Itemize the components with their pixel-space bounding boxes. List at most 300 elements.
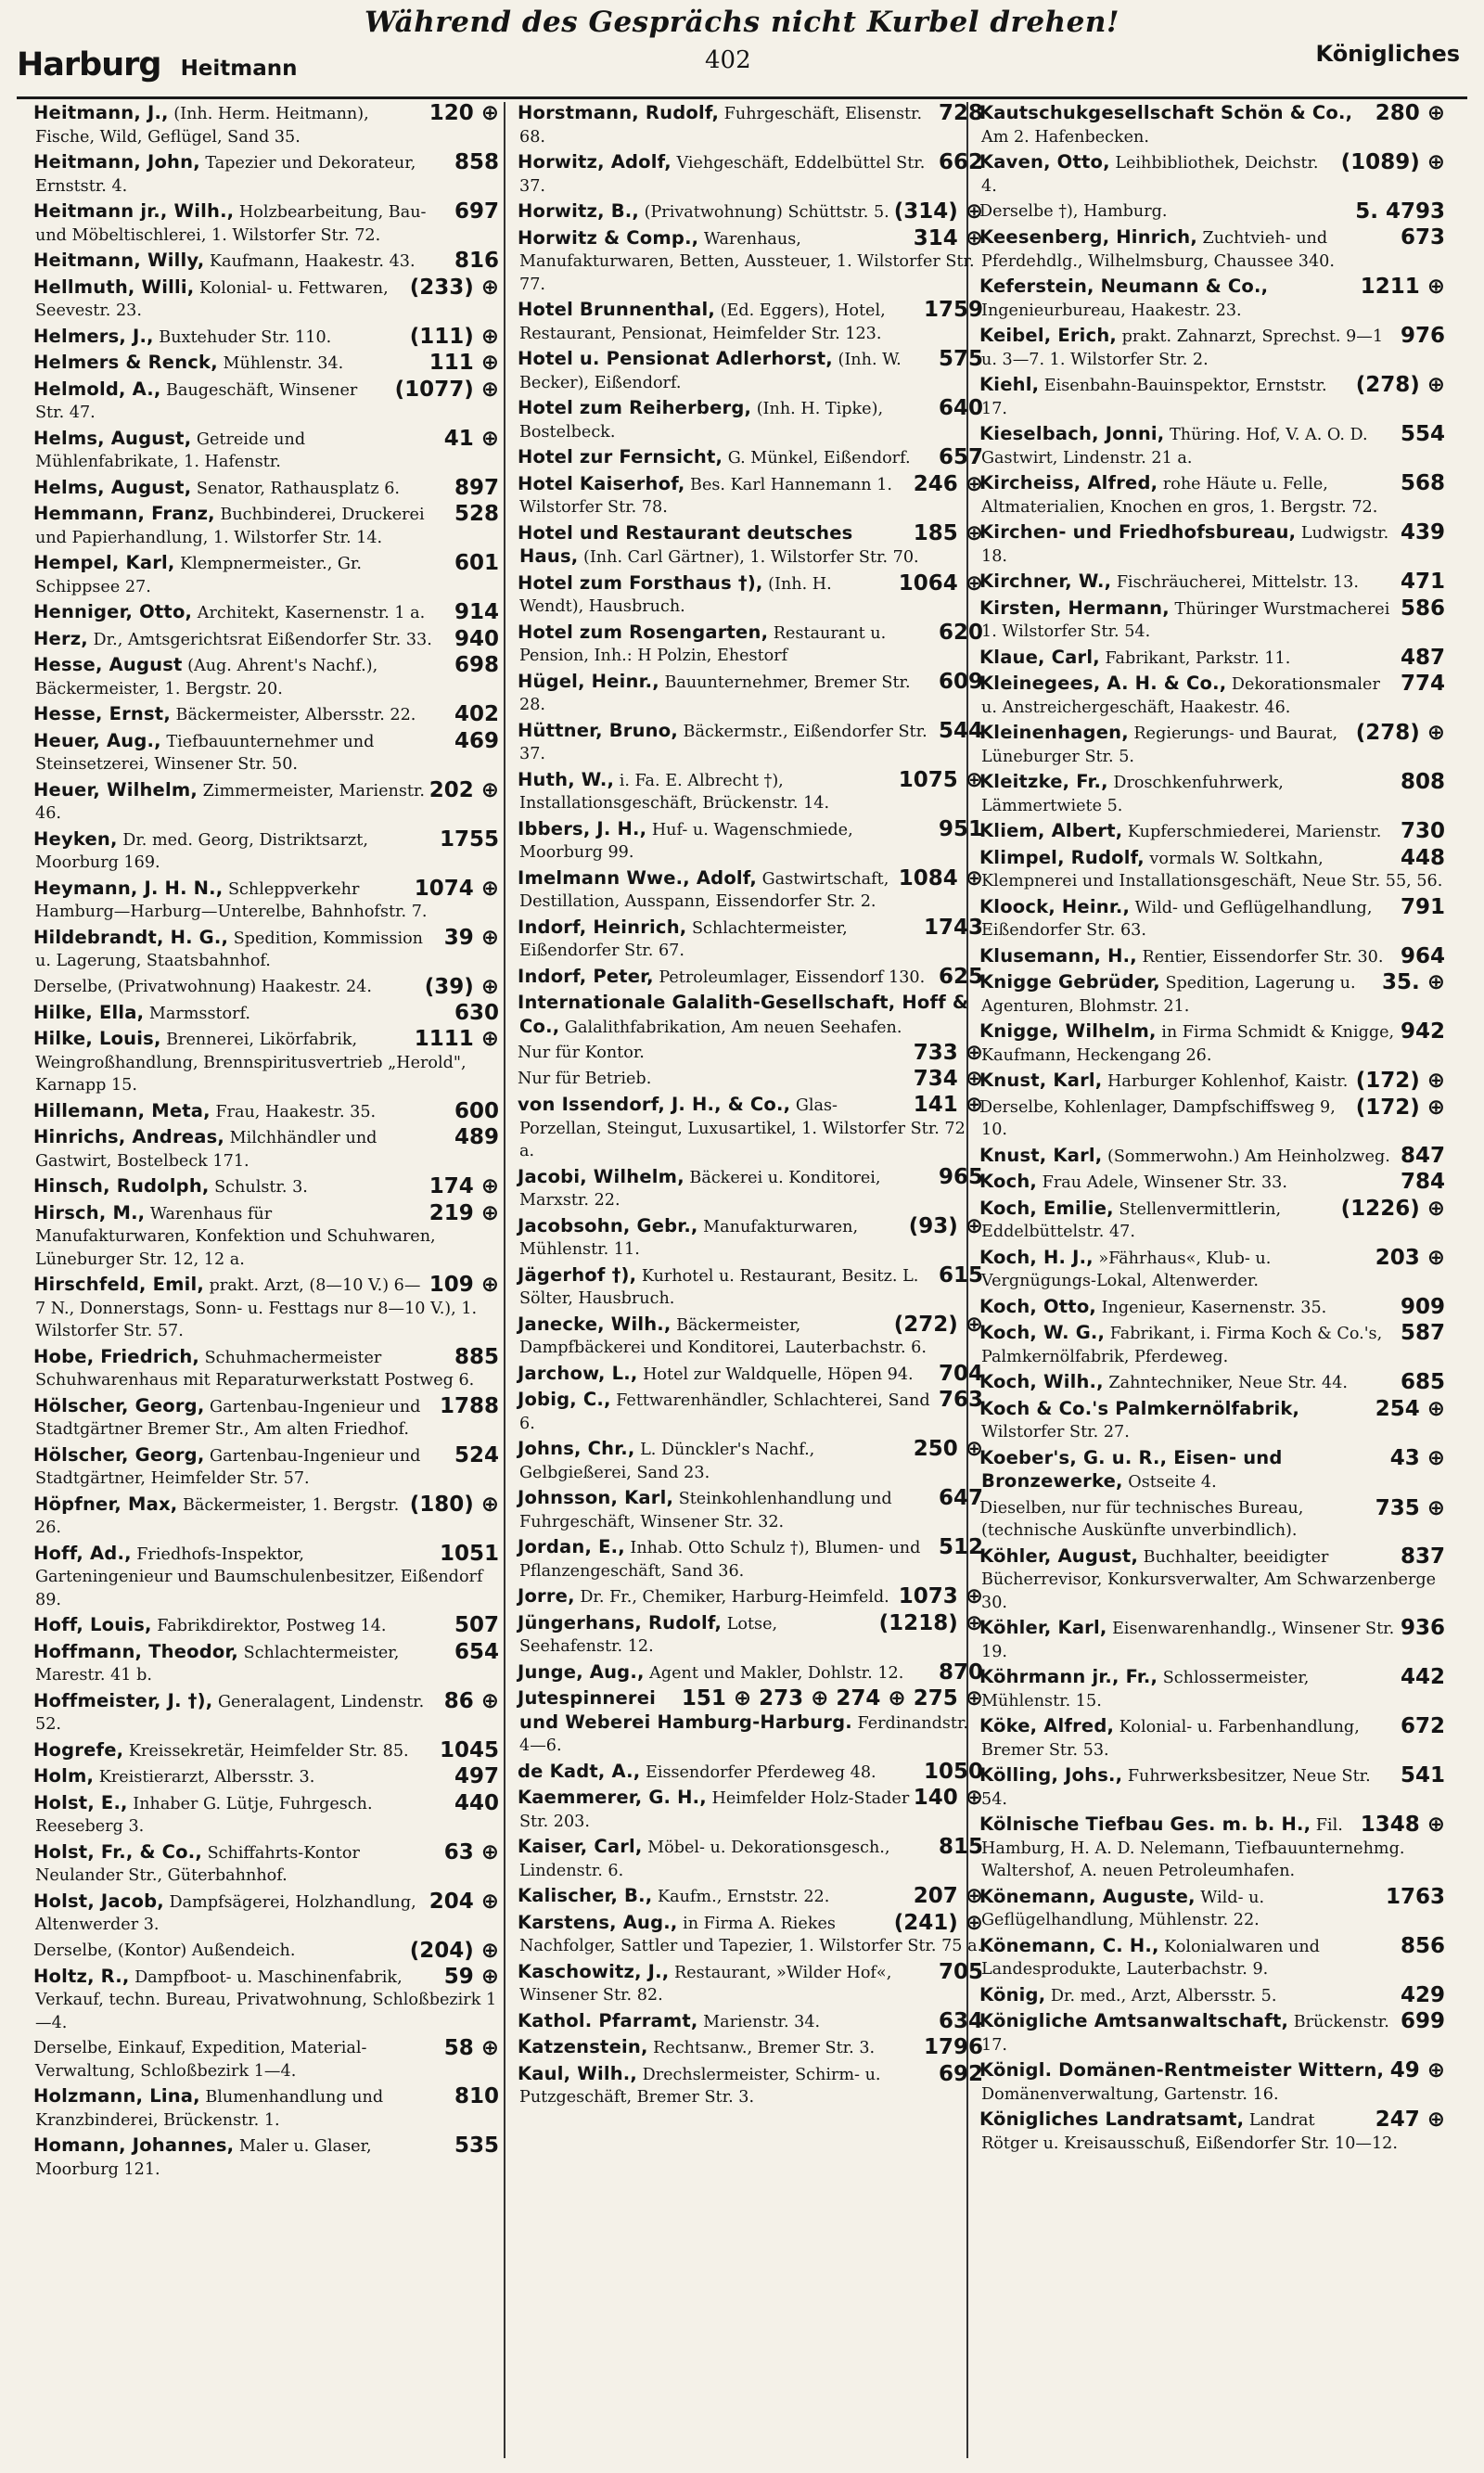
directory-entry — [35, 2037, 499, 2082]
entry-details: Kolonialwaren und Landesprodukte, Lauterbachstr. 9. — [981, 1937, 1320, 1979]
entry-details: Heimfelder Holz-Stader Str. 203. — [519, 1789, 910, 1831]
directory-entry — [981, 1020, 1445, 1067]
entry-name: Karstens, Aug., — [518, 1911, 678, 1933]
entry-details: (Inh. W. Becker), Eißendorf. — [519, 351, 902, 392]
entry-name: Hotel Kaiserhof, — [518, 472, 685, 494]
entry-details: (Privatwohnung) Schüttstr. 5. — [644, 203, 889, 222]
entry-name: Koch, Emilie, — [979, 1197, 1114, 1219]
directory-entry — [981, 771, 1445, 817]
entry-details: in Firma Schmidt & Knigge, Kaufmann, Heckengang 26. — [981, 1023, 1395, 1065]
entry-details: Getreide und Mühlenfabrikate, 1. Hafenstr. — [35, 429, 306, 471]
entry-name: Helms, August, — [33, 427, 192, 449]
phone-number: 314 ⊕ — [913, 225, 983, 250]
entry-details: Kaufm., Ernststr. 22. — [657, 1888, 830, 1906]
entry-details: prakt. Zahnarzt, Sprechst. 9—1 u. 3—7. 1. Wilstorfer Str. 2. — [981, 327, 1384, 369]
phone-number: 140 ⊕ — [913, 1786, 983, 1810]
phone-number: 402 — [454, 702, 499, 726]
entry-details: Harburger Kohlenhof, Kaistr. — [1107, 1072, 1349, 1091]
entry-details: Eisenbahn-Bauinspektor, Ernststr. 17. — [981, 377, 1327, 418]
phone-number: 204 ⊕ — [429, 1889, 499, 1914]
directory-entry — [981, 1984, 1445, 2008]
phone-number: 1755 — [439, 826, 499, 852]
entry-name: Jutespinnerei und Weberei Hamburg-Harburg. — [518, 1687, 852, 1733]
entry-name: Hoff, Ad., — [33, 1542, 132, 1564]
entry-details: Huf- u. Wagenschmiede, Moorburg 99. — [519, 820, 853, 862]
phone-number: 1073 ⊕ — [898, 1584, 983, 1608]
directory-entry — [519, 572, 983, 619]
entry-details: Fabrikdirektor, Postweg 14. — [157, 1617, 387, 1635]
phone-number: 609 — [938, 669, 983, 694]
phone-number: 634 — [938, 2008, 983, 2033]
directory-entry — [35, 1641, 499, 1687]
directory-entry — [981, 102, 1445, 148]
entry-details: Drechslermeister, Schirm- u. Putzgeschäft, Bremer Str. 3. — [519, 2065, 881, 2107]
phone-number: 976 — [1400, 324, 1445, 348]
entry-name: Königliches Landratsamt, — [979, 2108, 1245, 2130]
entry-name: Köhler, Karl, — [979, 1617, 1107, 1638]
entry-details: Fuhrgeschäft, Elisenstr. 68. — [519, 105, 923, 147]
directory-entry — [981, 1715, 1445, 1762]
phone-number: 39 ⊕ — [443, 925, 499, 950]
entry-name: Königliche Amtsanwaltschaft, — [979, 2010, 1289, 2031]
entry-name: Hirschfeld, Emil, — [33, 1274, 205, 1295]
entry-name: Kaemmerer, G. H., — [518, 1787, 707, 1808]
entry-details: Dampfsägerei, Holzhandlung, Altenwerder 3. — [35, 1892, 416, 1934]
phone-number: 936 — [1400, 1616, 1445, 1640]
entry-details: Fil. Hamburg, H. A. D. Nelemann, Tiefbauunternehmg. Waltershof, A. neuen Petroleumhafen. — [981, 1816, 1405, 1880]
entry-details: Spedition, Kommission u. Lagerung, Staatsbahnhof. — [35, 929, 423, 970]
entry-name: Koch, Otto, — [979, 1295, 1097, 1317]
entry-details: Derselbe, Kohlenlager, Dampfschiffsweg 9, 10. — [979, 1097, 1336, 1139]
directory-entry — [35, 927, 499, 973]
entry-details: Steinkohlenhandlung und Fuhrgeschäft, Winsener Str. 32. — [519, 1490, 892, 1531]
directory-entry — [35, 654, 499, 700]
directory-entry — [35, 200, 499, 247]
entry-details: Eissendorfer Pferdeweg 48. — [645, 1762, 876, 1782]
directory-entry — [981, 1935, 1445, 1981]
directory-entry — [35, 1202, 499, 1272]
header-rule — [17, 96, 1467, 99]
phone-number: 662 — [938, 150, 983, 174]
directory-entry — [981, 673, 1445, 719]
phone-number: 909 — [1400, 1294, 1445, 1319]
entry-name: Internationale Galalith-Gesellschaft, Hoff & Co., — [518, 992, 969, 1037]
column-2 — [519, 102, 983, 2112]
entry-details: Möbel- u. Dekorationsgesch., Lindenstr. 6. — [519, 1839, 890, 1880]
entry-name: Könemann, Auguste, — [979, 1885, 1196, 1907]
directory-entry — [519, 348, 983, 394]
entry-name: Hotel Brunnenthal, — [518, 299, 716, 320]
entry-name: Horstmann, Rudolf, — [518, 102, 720, 123]
entry-name: Hesse, Ernst, — [33, 703, 171, 724]
phone-number: 207 ⊕ — [913, 1884, 983, 1908]
entry-name: Hirsch, M., — [33, 1201, 146, 1224]
phone-number: 59 ⊕ — [443, 1964, 499, 1989]
entry-name: Holst, Jacob, — [33, 1890, 164, 1912]
phone-number: 1211 ⊕ — [1360, 275, 1445, 299]
entry-details: Tapezier und Dekorateur, Ernststr. 4. — [35, 154, 416, 196]
directory-entry — [519, 446, 983, 470]
directory-entry — [519, 1585, 983, 1609]
phone-number: (204) ⊕ — [409, 1938, 499, 1963]
entry-name: Hinrichs, Andreas, — [33, 1126, 224, 1147]
phone-number: 86 ⊕ — [443, 1688, 499, 1713]
entry-name: Hoff, Louis, — [33, 1614, 152, 1635]
phone-number: 654 — [454, 1639, 499, 1664]
phone-number: 587 — [1400, 1321, 1445, 1345]
directory-entry — [35, 628, 499, 652]
directory-entry — [981, 1070, 1445, 1094]
entry-name: Helmers & Renck, — [33, 352, 218, 373]
entry-name: Koch, W. G., — [979, 1322, 1106, 1343]
entry-details: Baugeschäft, Winsener Str. 47. — [35, 380, 358, 422]
entry-name: Hotel zum Reiherberg, — [518, 397, 752, 418]
entry-details: Ferdinandstr. 4—6. — [519, 1713, 969, 1755]
directory-entry — [981, 275, 1445, 322]
directory-entry — [981, 570, 1445, 595]
entry-details: Maler u. Glaser, Moorburg 121. — [35, 2137, 372, 2179]
entry-details: Petroleumlager, Eissendorf 130. — [659, 967, 926, 987]
phone-number: 870 — [938, 1659, 983, 1685]
directory-entry — [519, 1042, 983, 1065]
phone-number: 965 — [938, 1164, 983, 1189]
entry-details: Fuhrwerksbesitzer, Neue Str. 54. — [981, 1767, 1371, 1809]
entry-details: Droschkenfuhrwerk, Lämmertwiete 5. — [981, 774, 1284, 815]
entry-name: Kirchner, W., — [979, 570, 1112, 592]
directory-entry — [519, 1687, 983, 1758]
entry-name: Hilke, Louis, — [33, 1028, 161, 1049]
entry-details: Inhaber G. Lütje, Fuhrgesch. Reeseberg 3. — [35, 1794, 373, 1836]
directory-entry — [35, 1274, 499, 1343]
entry-name: Holm, — [33, 1765, 95, 1787]
directory-entry — [981, 374, 1445, 420]
entry-name: Hildebrandt, H. G., — [33, 926, 229, 948]
entry-name: Hemmann, Franz, — [33, 503, 215, 524]
phone-number: 728 — [938, 101, 983, 125]
entry-details: in Firma A. Riekes Nachfolger, Sattler und Tapezier, 1. Wilstorfer Str. 75 a. — [519, 1914, 983, 1955]
directory-entry — [35, 2085, 499, 2132]
entry-details: Marienstr. 34. — [703, 2012, 821, 2031]
phone-number: (180) ⊕ — [409, 1492, 499, 1517]
directory-entry — [519, 299, 983, 345]
directory-entry — [981, 2059, 1445, 2106]
entry-name: Holtz, R., — [33, 1965, 130, 1987]
entry-name: Hüttner, Bruno, — [518, 719, 678, 741]
entry-details: Zahntechniker, Neue Str. 44. — [1108, 1374, 1349, 1392]
entry-details: Milchhändler und Gastwirt, Bostelbeck 171. — [35, 1129, 377, 1171]
phone-number: 219 ⊕ — [429, 1200, 499, 1225]
entry-name: Hogrefe, — [33, 1738, 124, 1761]
entry-name: Holst, E., — [33, 1791, 128, 1813]
entry-name: Heuer, Aug., — [33, 729, 161, 751]
entry-details: (Aug. Ahrent's Nachf.), Bäckermeister, 1. Bergstr. 20. — [35, 657, 378, 698]
directory-entry — [35, 601, 499, 625]
entry-details: Holzbearbeitung, Bau- und Möbeltischlerei, 1. Wilstorfer Str. 72. — [35, 203, 427, 245]
directory-entry — [519, 916, 983, 963]
entry-details: Dr. med. Georg, Distriktsarzt, Moorburg 169. — [35, 830, 368, 872]
entry-name: Helmers, J., — [33, 325, 154, 347]
phone-number: 1743 — [923, 915, 983, 940]
entry-name: Kleitzke, Fr., — [979, 771, 1108, 792]
phone-number: 815 — [938, 1835, 983, 1859]
entry-name: Keibel, Erich, — [979, 325, 1118, 346]
phone-number: (233) ⊕ — [409, 275, 499, 300]
phone-number: 439 — [1400, 520, 1445, 545]
phone-number: 942 — [1400, 1019, 1445, 1044]
directory-entry — [981, 597, 1445, 644]
entry-details: Schleppverkehr Hamburg—Harburg—Unterelbe, Bahnhofstr. 7. — [35, 879, 428, 921]
phone-number: 763 — [938, 1388, 983, 1412]
entry-name: Heuer, Wilhelm, — [33, 778, 198, 801]
directory-entry — [35, 1792, 499, 1839]
phone-number: 507 — [454, 1613, 499, 1637]
entry-details: Kolonial- u. Farbenhandlung, Bremer Str. 53. — [981, 1718, 1360, 1760]
phone-number: 940 — [454, 626, 499, 651]
entry-name: Hillemann, Meta, — [33, 1099, 211, 1121]
entry-details: i. Fa. E. Albrecht †), Installationsgeschäft, Brückenstr. 14. — [519, 771, 830, 813]
directory-entry — [981, 1497, 1445, 1543]
directory-entry — [35, 1890, 499, 1937]
phone-number: (1077) ⊕ — [394, 377, 499, 402]
entry-details: Senator, Rathausplatz 6. — [196, 479, 401, 498]
directory-entry — [519, 1536, 983, 1582]
entry-name: König, — [979, 1983, 1046, 2005]
directory-entry — [35, 276, 499, 323]
phone-number: 575 — [938, 347, 983, 371]
entry-name: Helmold, A., — [33, 378, 161, 400]
directory-entry — [519, 1912, 983, 1958]
directory-entry — [981, 1666, 1445, 1712]
phone-number: 685 — [1400, 1370, 1445, 1394]
directory-entry — [35, 1841, 499, 1888]
entry-name: Hotel zur Fernsicht, — [518, 446, 723, 468]
phone-number: 1348 ⊕ — [1360, 1813, 1445, 1837]
entry-name: Kalischer, B., — [518, 1885, 653, 1906]
phone-number: 544 — [938, 718, 983, 743]
entry-details: (Inh. Carl Gärtner), 1. Wilstorfer Str. 70. — [582, 548, 919, 567]
entry-details: Tiefbauunternehmer und Steinsetzerei, Winsener Str. 50. — [35, 732, 375, 774]
entry-details: Nur für Kontor. — [518, 1044, 645, 1062]
entry-name: Heymann, J. H. N., — [33, 877, 224, 899]
phone-number: 254 ⊕ — [1375, 1396, 1445, 1421]
directory-entry — [35, 1543, 499, 1612]
phone-number: 630 — [454, 1000, 499, 1025]
directory-entry — [35, 1175, 499, 1199]
entry-name: Indorf, Heinrich, — [518, 916, 687, 938]
directory-entry — [519, 1094, 983, 1163]
directory-entry — [981, 1247, 1445, 1293]
entry-name: Klimpel, Rudolf, — [979, 846, 1145, 868]
entry-name: Koch, — [979, 1171, 1038, 1192]
phone-number: 541 — [1400, 1763, 1445, 1787]
entry-details: Lotse, Seehafenstr. 12. — [519, 1614, 778, 1656]
entry-name: Hempel, Karl, — [33, 552, 175, 573]
phone-number: 487 — [1400, 645, 1445, 670]
directory-entry — [519, 1661, 983, 1685]
phone-number: 730 — [1400, 819, 1445, 843]
directory-entry — [981, 1447, 1445, 1494]
entry-details: Derselbe, Einkauf, Expedition, Material-Verwaltung, Schloßbezirk 1—4. — [33, 2039, 367, 2081]
entry-name: Kiehl, — [979, 374, 1040, 395]
entry-details: Friedhofs-Inspektor, Garteningenieur und Baumschulenbesitzer, Eißendorf 89. — [35, 1544, 483, 1609]
directory-entry — [35, 503, 499, 549]
entry-name: Jorre, — [518, 1585, 575, 1607]
entry-details: Eisenwarenhandlg., Winsener Str. 19. — [981, 1620, 1395, 1661]
directory-entry — [519, 1264, 983, 1311]
entry-name: Jacobi, Wilhelm, — [518, 1165, 684, 1187]
phone-number: 471 — [1400, 570, 1445, 594]
entry-name: Koeber's, G. u. R., Eisen- und Bronzewerke, — [979, 1446, 1283, 1492]
phone-number: 735 ⊕ — [1375, 1495, 1445, 1520]
phone-number: 673 — [1400, 225, 1445, 250]
banner-notice: Während des Gesprächs nicht Kurbel drehen! — [365, 6, 1119, 39]
entry-name: Köhler, August, — [979, 1544, 1139, 1567]
entry-name: Ibbers, J. H., — [518, 817, 647, 839]
entry-details: Am 2. Hafenbecken. — [981, 127, 1149, 147]
phone-number: 951 — [938, 816, 983, 841]
entry-name: Indorf, Peter, — [518, 965, 654, 987]
phone-number: 497 — [454, 1764, 499, 1788]
phone-number: 448 — [1400, 845, 1445, 870]
phone-number: 442 — [1400, 1665, 1445, 1689]
entry-name: Kaven, Otto, — [979, 151, 1110, 173]
directory-entry — [519, 1068, 983, 1091]
column-3 — [981, 102, 1445, 2158]
phone-number: 615 — [938, 1262, 983, 1288]
phone-number: 109 ⊕ — [429, 1273, 499, 1297]
directory-entry — [519, 397, 983, 443]
phone-number: 1045 — [439, 1737, 499, 1762]
entry-details: (Inh. H. Tipke), Bostelbeck. — [519, 400, 884, 442]
directory-entry — [981, 1171, 1445, 1195]
phone-number: 1763 — [1385, 1884, 1445, 1909]
entry-details: L. Dünckler's Nachf., Gelbgießerei, Sand 23. — [519, 1441, 815, 1482]
directory-entry — [519, 671, 983, 717]
entry-details: Gartenbau-Ingenieur und Stadtgärtner, Heimfelder Str. 57. — [35, 1446, 421, 1488]
phone-number: 698 — [454, 653, 499, 677]
entry-details: Ludwigstr. 18. — [981, 524, 1389, 566]
directory-entry — [35, 1395, 499, 1442]
entry-details: G. Münkel, Eißendorf. — [727, 449, 911, 468]
phone-number: (241) ⊕ — [893, 1910, 983, 1935]
directory-entry — [519, 522, 983, 570]
phone-number: 808 — [1400, 770, 1445, 794]
entry-details: Schiffahrts-Kontor Neulander Str., Güterbahnhof. — [35, 1843, 360, 1885]
phone-number: 247 ⊕ — [1375, 2108, 1445, 2132]
entry-name: Heitmann, J., — [33, 102, 169, 123]
directory-entry — [35, 1444, 499, 1491]
directory-entry — [519, 1761, 983, 1785]
entry-details: vormals W. Soltkahn, Klempnerei und Installationsgeschäft, Neue Str. 55, 56. — [981, 849, 1443, 891]
phone-number: 837 — [1400, 1544, 1445, 1569]
directory-entry — [35, 352, 499, 376]
entry-details: Frau Adele, Winsener Str. 33. — [1042, 1173, 1287, 1192]
directory-entry — [981, 1764, 1445, 1811]
entry-details: Zimmermeister, Marienstr. 46. — [35, 781, 425, 823]
phone-number: 699 — [1400, 2009, 1445, 2033]
phone-number: 692 — [938, 2061, 983, 2086]
phone-number: 657 — [938, 445, 983, 469]
phone-number: 535 — [454, 2133, 499, 2158]
entry-details: Bäckerei u. Konditorei, Marxstr. 22. — [519, 1168, 881, 1210]
entry-name: Kircheiss, Alfred, — [979, 472, 1158, 493]
phone-number: 49 ⊕ — [1389, 2058, 1445, 2082]
entry-name: Jacobsohn, Gebr., — [518, 1214, 698, 1236]
directory-entry — [519, 1389, 983, 1435]
directory-entry — [519, 1612, 983, 1659]
entry-name: Kölnische Tiefbau Ges. m. b. H., — [979, 1813, 1311, 1835]
entry-details: Fischräucherei, Mittelstr. 13. — [1116, 573, 1359, 592]
entry-name: Huth, W., — [518, 768, 615, 790]
entry-details: Kreissekretär, Heimfelder Str. 85. — [128, 1741, 409, 1761]
entry-details: Viehgeschäft, Eddelbüttel Str. 37. — [519, 154, 926, 196]
phone-number: 1064 ⊕ — [898, 570, 983, 596]
directory-entry — [35, 477, 499, 501]
entry-name: Keferstein, Neumann & Co., — [979, 275, 1269, 297]
entry-name: Könemann, C. H., — [979, 1934, 1159, 1956]
entry-name: Homann, Johannes, — [33, 2134, 235, 2156]
entry-details: Zuchtvieh- und Pferdehdlg., Wilhelmsburg, Chaussee 340. — [981, 229, 1335, 271]
directory-entry — [981, 647, 1445, 671]
entry-details: Gastwirtschaft, Destillation, Ausspann, Eissendorfer Str. 2. — [519, 869, 889, 911]
phone-number: (172) ⊕ — [1355, 1095, 1445, 1120]
entry-details: Frau, Haakestr. 35. — [215, 1102, 377, 1121]
directory-entry — [519, 473, 983, 519]
entry-details: Dieselben, nur für technisches Bureau, (technische Auskünfte unverbindlich). — [979, 1498, 1304, 1540]
entry-name: Kieselbach, Jonni, — [979, 423, 1165, 444]
directory-entry — [35, 102, 499, 148]
entry-details: Rechtsanw., Bremer Str. 3. — [653, 2039, 876, 2057]
entry-name: Holzmann, Lina, — [33, 2085, 200, 2107]
phone-number: 704 — [938, 1361, 983, 1386]
entry-details: Buchbinderei, Druckerei und Papierhandlung, 1. Wilstorfer Str. 14. — [35, 506, 425, 547]
column-divider — [504, 102, 505, 2458]
entry-details: Restaurant u. Pension, Inh.: H Polzin, Ehestorf — [519, 623, 887, 665]
entry-details: Gartenbau-Ingenieur und Stadtgärtner Bremer Str., Am alten Friedhof. — [35, 1397, 421, 1439]
entry-details: Warenhaus für Manufakturwaren, Konfektion und Schuhwaren, Lüneburger Str. 12, 12 a. — [35, 1204, 436, 1269]
entry-details: Fettwarenhändler, Schlachterei, Sand 6. — [519, 1391, 930, 1433]
directory-entry — [981, 1322, 1445, 1368]
entry-name: Hölscher, Georg, — [33, 1394, 205, 1416]
phone-number: 897 — [454, 475, 499, 500]
phone-number: 672 — [1400, 1714, 1445, 1738]
phone-number: 554 — [1400, 422, 1445, 446]
phone-number: 1051 — [439, 1541, 499, 1566]
phone-number: (39) ⊕ — [424, 974, 499, 999]
directory-entry — [35, 428, 499, 474]
directory-entry — [519, 102, 983, 148]
entry-details: Domänenverwaltung, Gartenstr. 16. — [981, 2084, 1279, 2104]
phone-number: 600 — [454, 1098, 499, 1123]
entry-details: Schlachtermeister, Eißendorfer Str. 67. — [519, 918, 848, 960]
entry-name: Jordan, E., — [518, 1536, 625, 1557]
phone-number: 705 — [938, 1959, 983, 1984]
entry-name: Katzenstein, — [518, 2036, 648, 2057]
directory-entry — [519, 151, 983, 198]
directory-entry — [519, 769, 983, 815]
entry-name: Kathol. Pfarramt, — [518, 2009, 698, 2031]
entry-details: Generalagent, Lindenstr. 52. — [35, 1692, 425, 1734]
phone-number: 429 — [1400, 1982, 1445, 2007]
entry-name: Koch, H. J., — [979, 1246, 1094, 1268]
entry-details: Blumenhandlung und Kranzbinderei, Brückenstr. 1. — [35, 2088, 384, 2130]
directory-entry — [981, 722, 1445, 768]
phone-number: 640 — [938, 396, 983, 420]
directory-entry — [981, 2108, 1445, 2155]
directory-entry — [981, 1145, 1445, 1169]
entry-name: Jägerhof †), — [518, 1263, 637, 1286]
directory-entry — [35, 703, 499, 727]
